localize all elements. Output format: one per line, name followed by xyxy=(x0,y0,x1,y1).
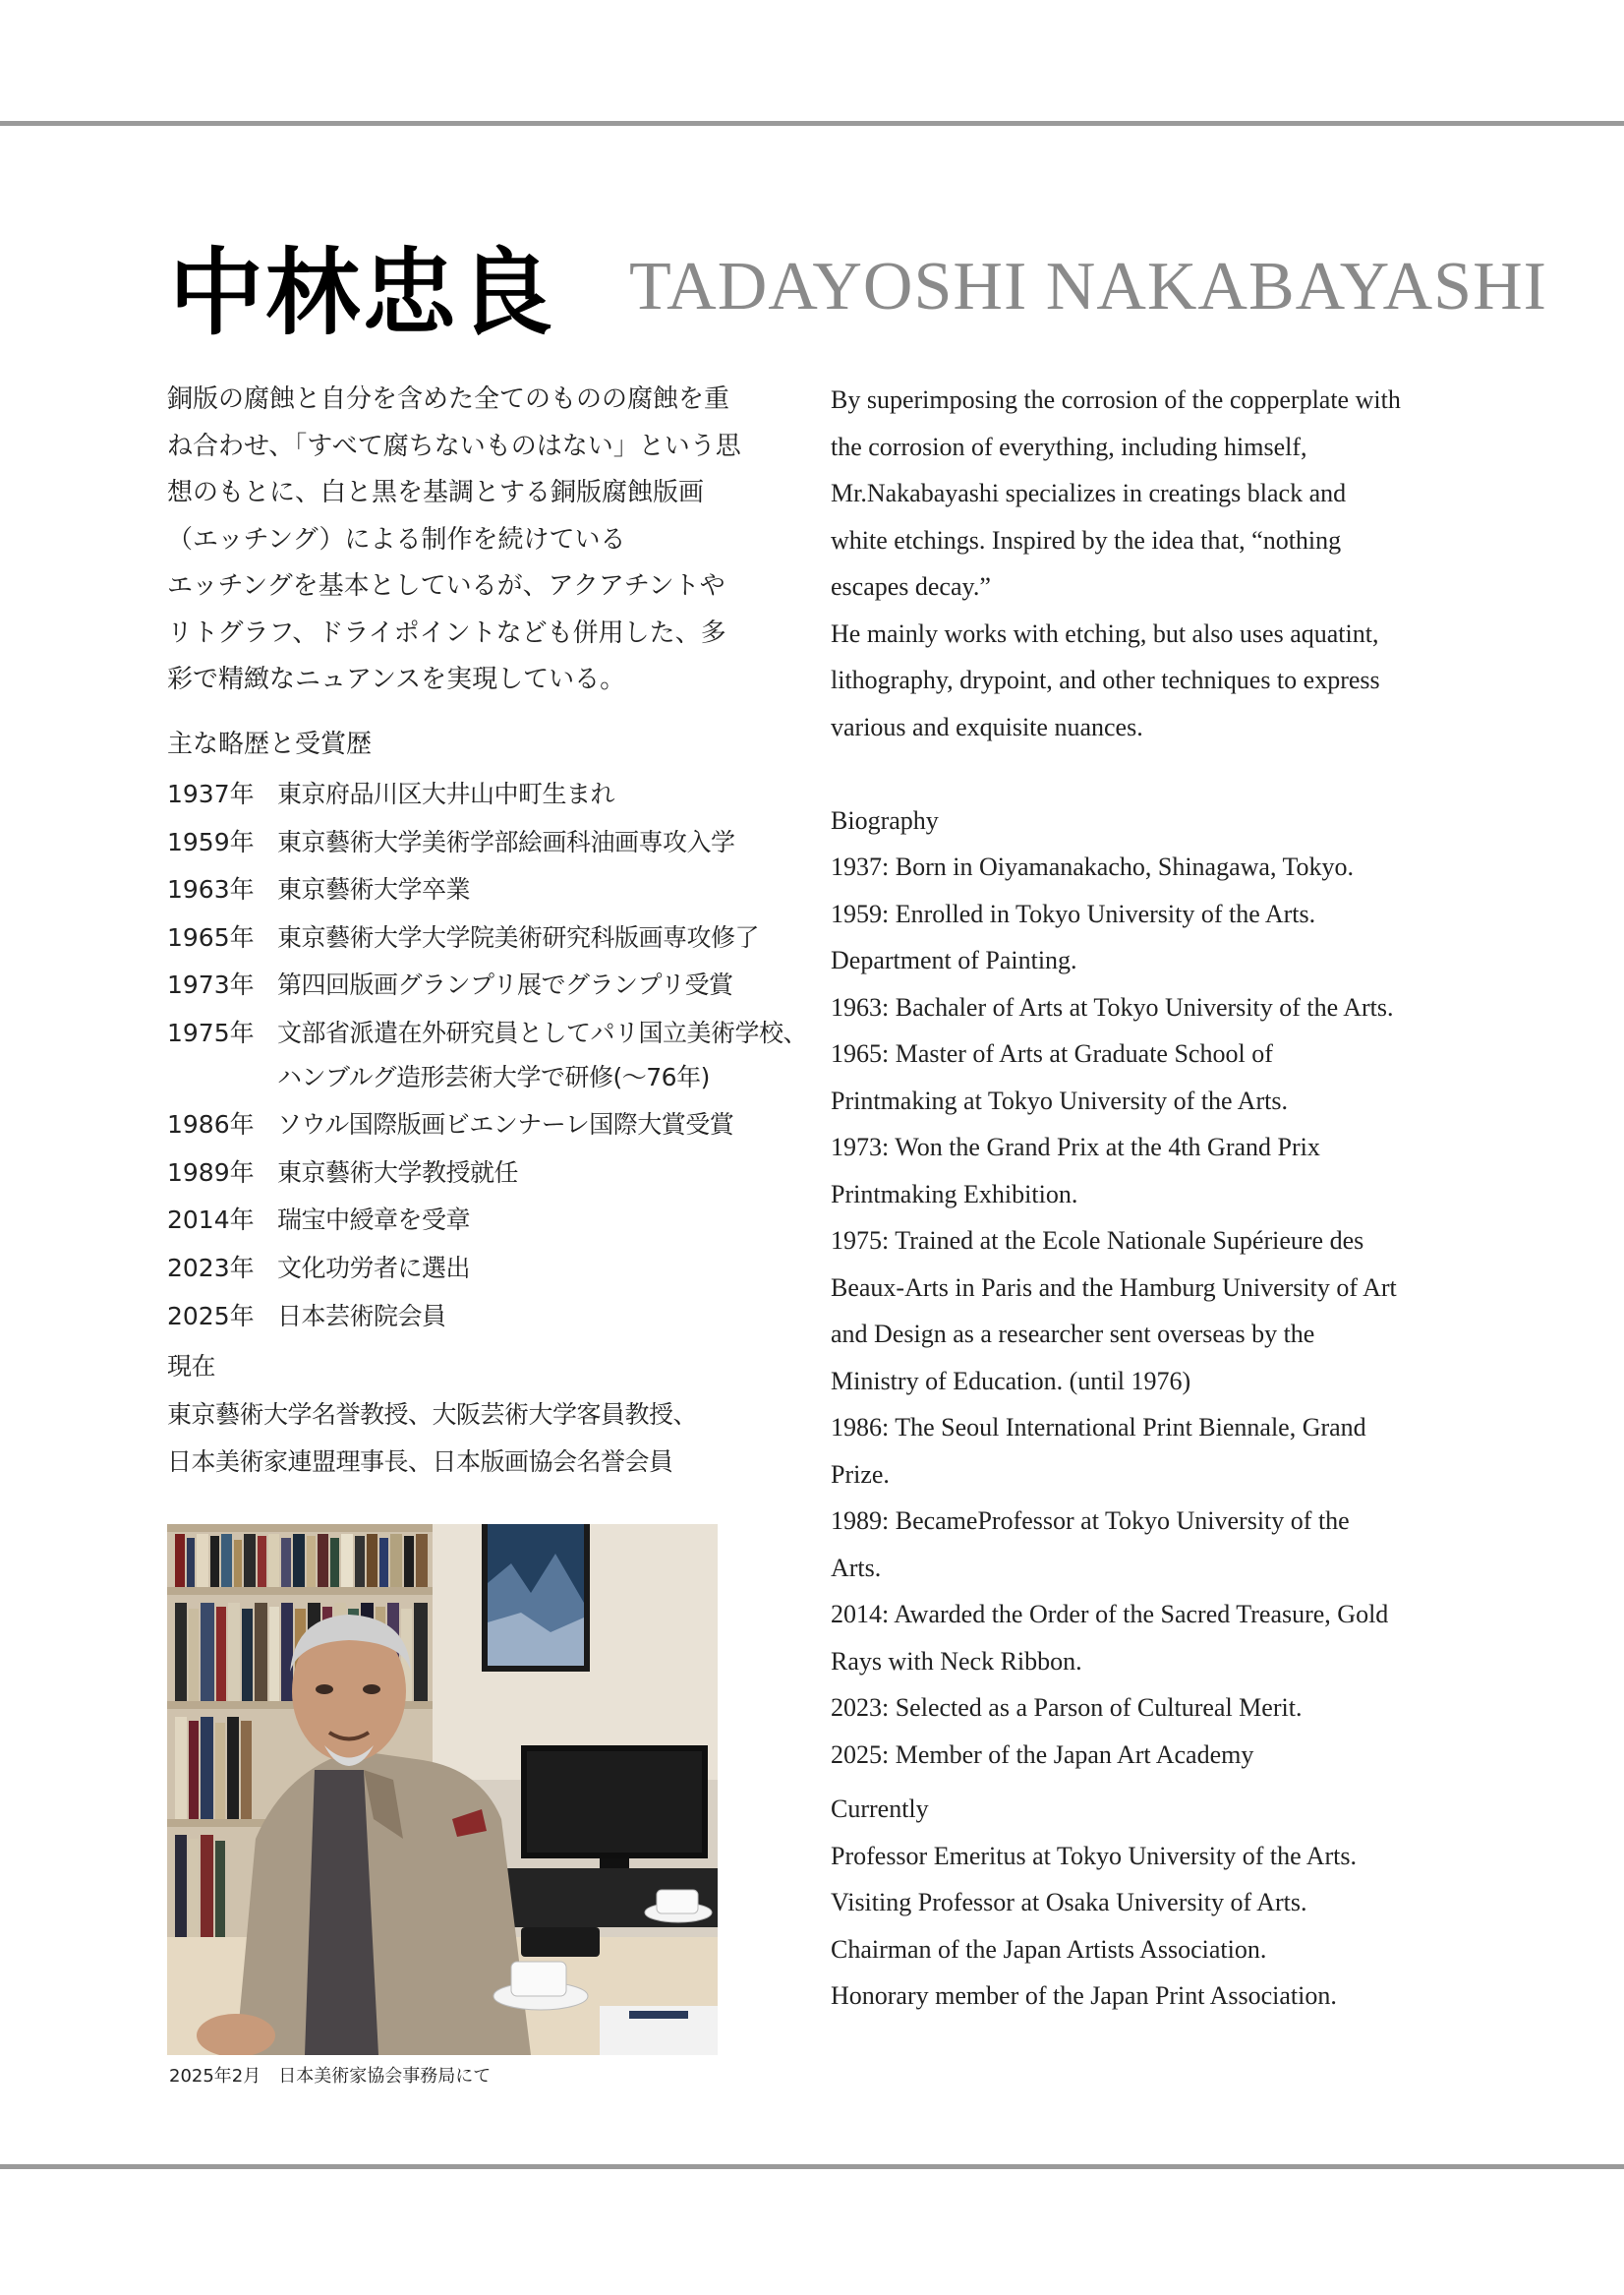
en-bio-line: Department of Painting. xyxy=(831,946,1077,974)
jp-bio-text: ハンブルグ造形芸術大学で研修(〜76年) xyxy=(277,1062,710,1091)
en-current-heading: Currently xyxy=(831,1795,929,1823)
jp-bio-entry xyxy=(167,1197,816,1245)
jp-bio-text: ソウル国際版画ビエンナーレ国際大賞受賞 xyxy=(277,1110,734,1140)
jp-bio-year xyxy=(167,1054,277,1102)
top-rule xyxy=(0,121,1624,126)
photo-caption: 2025年2月 日本美術家協会事務局にて xyxy=(169,2066,492,2087)
en-current-line: Visiting Professor at Osaka University of Arts. xyxy=(831,1888,1307,1916)
en-bio-line: 1986: The Seoul International Print Biennale, Grand xyxy=(831,1413,1366,1442)
jp-bio-text: 東京藝術大学美術学部絵画科油画専攻入学 xyxy=(277,827,735,856)
en-bio-line: 1937: Born in Oiyamanakacho, Shinagawa, Tokyo. xyxy=(831,853,1355,881)
jp-bio-text: 瑞宝中綬章を受章 xyxy=(277,1206,471,1235)
jp-intro-line: 彩で精緻なニュアンスを実現している。 xyxy=(167,665,626,694)
en-intro-line: escapes decay.” xyxy=(831,572,991,601)
jp-intro-line: 銅版の腐蝕と自分を含めた全てのものの腐蝕を重 xyxy=(167,384,730,414)
jp-bio-text: 第四回版画グランプリ展でグランプリ受賞 xyxy=(277,971,733,1000)
jp-bio-entry xyxy=(167,914,816,963)
bottom-rule xyxy=(0,2164,1624,2169)
jp-intro-line: エッチングを基本としているが、アクアチントや xyxy=(167,571,725,601)
en-intro-line: lithography, drypoint, and other techniques to express xyxy=(831,666,1380,694)
jp-intro-line: （エッチング）による制作を続けている xyxy=(167,524,626,555)
jp-bio-year: 1973年 xyxy=(167,971,255,1000)
en-bio-line: 1965: Master of Arts at Graduate School of xyxy=(831,1039,1273,1068)
jp-current-line: 日本美術家連盟理事長、日本版画協会名誉会員 xyxy=(167,1447,673,1476)
jp-bio-text: 東京藝術大学大学院美術研究科版画専攻修了 xyxy=(277,922,760,952)
en-bio-line: 1959: Enrolled in Tokyo University of the Arts. xyxy=(831,899,1316,928)
en-bio-line: 1989: BecameProfessor at Tokyo University of the xyxy=(831,1506,1350,1535)
jp-bio-year: 1963年 xyxy=(167,875,255,905)
jp-bio-entry xyxy=(167,1293,816,1341)
jp-bio-entry xyxy=(167,819,816,867)
jp-current-line: 東京藝術大学名誉教授、大阪芸術大学客員教授、 xyxy=(167,1399,698,1429)
en-bio-line: Ministry of Education. (until 1976) xyxy=(831,1366,1191,1395)
en-current-line: Honorary member of the Japan Print Association. xyxy=(831,1981,1337,2010)
en-bio-line: Prize. xyxy=(831,1459,890,1489)
jp-bio-entry xyxy=(167,1101,816,1149)
jp-bio-text: 日本芸術院会員 xyxy=(277,1301,446,1330)
jp-bio-entry xyxy=(167,1245,816,1293)
en-current-line: Professor Emeritus at Tokyo University of the Arts. xyxy=(831,1841,1357,1870)
jp-current-section xyxy=(167,1343,697,1487)
en-intro-line: He mainly works with etching, but also uses aquatint, xyxy=(831,618,1379,648)
jp-intro-line: 想のもとに、白と黒を基調とする銅版腐蝕版画 xyxy=(167,478,705,507)
en-bio-line: 1963: Bachaler of Arts at Tokyo University of the Arts. xyxy=(831,992,1394,1022)
jp-bio-year: 1959年 xyxy=(167,827,255,856)
jp-bio-entry xyxy=(167,866,816,914)
en-bio-line: Beaux-Arts in Paris and the Hamburg University of Art xyxy=(831,1272,1397,1302)
jp-intro-line: ね合わせ、「すべて腐ちないものはない」という思 xyxy=(167,431,741,461)
en-intro-line: various and exquisite nuances. xyxy=(831,712,1143,741)
jp-bio-list xyxy=(167,771,816,1340)
en-bio-heading: Biography xyxy=(831,805,939,835)
en-intro-line: the corrosion of everything, including himself, xyxy=(831,432,1307,461)
jp-bio-entry xyxy=(167,771,816,819)
jp-bio-year: 1975年 xyxy=(167,1018,255,1047)
en-bio-line: 1975: Trained at the Ecole Nationale Supérieure des xyxy=(831,1226,1364,1255)
en-bio-line: 2014: Awarded the Order of the Sacred Treasure, Gold xyxy=(831,1600,1389,1628)
jp-bio-year: 1986年 xyxy=(167,1110,255,1140)
en-intro-line: white etchings. Inspired by the idea that, “nothing xyxy=(831,525,1342,555)
japanese-intro xyxy=(167,377,806,704)
en-bio-line: Arts. xyxy=(831,1553,882,1582)
jp-bio-text: 東京府品川区大井山中町生まれ xyxy=(277,780,615,808)
en-bio-line: 2023: Selected as a Parson of Cultureal Merit. xyxy=(831,1693,1303,1722)
en-bio-line: Printmaking at Tokyo University of the Arts. xyxy=(831,1086,1288,1115)
jp-bio-text: 文化功労者に選出 xyxy=(277,1253,471,1282)
jp-bio-entry xyxy=(167,1054,816,1102)
jp-bio-year: 2014年 xyxy=(167,1206,255,1235)
en-bio-line: and Design as a researcher sent overseas by the xyxy=(831,1320,1315,1348)
en-bio-line: 1973: Won the Grand Prix at the 4th Grand Prix xyxy=(831,1133,1320,1161)
en-current-line: Chairman of the Japan Artists Association. xyxy=(831,1934,1267,1964)
jp-bio-year: 1989年 xyxy=(167,1157,255,1187)
jp-bio-text: 文部省派遣在外研究員としてパリ国立美術学校、 xyxy=(277,1018,808,1047)
en-bio-line: Rays with Neck Ribbon. xyxy=(831,1646,1082,1676)
jp-bio-entry xyxy=(167,962,816,1010)
title-english: TADAYOSHI NAKABAYASHI xyxy=(629,249,1547,324)
jp-bio-text: 東京藝術大学卒業 xyxy=(277,875,471,905)
jp-bio-year: 2023年 xyxy=(167,1253,255,1282)
en-intro-line: Mr.Nakabayashi specializes in creatings black and xyxy=(831,479,1347,507)
title-japanese: 中林忠良 xyxy=(169,238,554,348)
english-column xyxy=(831,377,1470,2020)
jp-bio-text: 東京藝術大学教授就任 xyxy=(277,1157,519,1187)
jp-bio-entry xyxy=(167,1010,816,1058)
en-current-section xyxy=(831,1786,1470,2020)
jp-bio-year: 2025年 xyxy=(167,1301,255,1330)
jp-current-heading: 現在 xyxy=(167,1352,216,1381)
en-bio-line: 2025: Member of the Japan Art Academy xyxy=(831,1739,1254,1769)
en-intro-line: By superimposing the corrosion of the copperplate with xyxy=(831,385,1401,414)
jp-bio-year: 1937年 xyxy=(167,780,255,808)
jp-intro-line: リトグラフ、ドライポイントなども併用した、多 xyxy=(167,618,726,648)
artist-photo xyxy=(167,1524,718,2055)
jp-bio-heading: 主な略歴と受賞歴 xyxy=(167,730,373,759)
jp-bio-entry xyxy=(167,1149,816,1198)
jp-bio-year: 1965年 xyxy=(167,922,255,952)
en-bio-line: Printmaking Exhibition. xyxy=(831,1179,1078,1208)
